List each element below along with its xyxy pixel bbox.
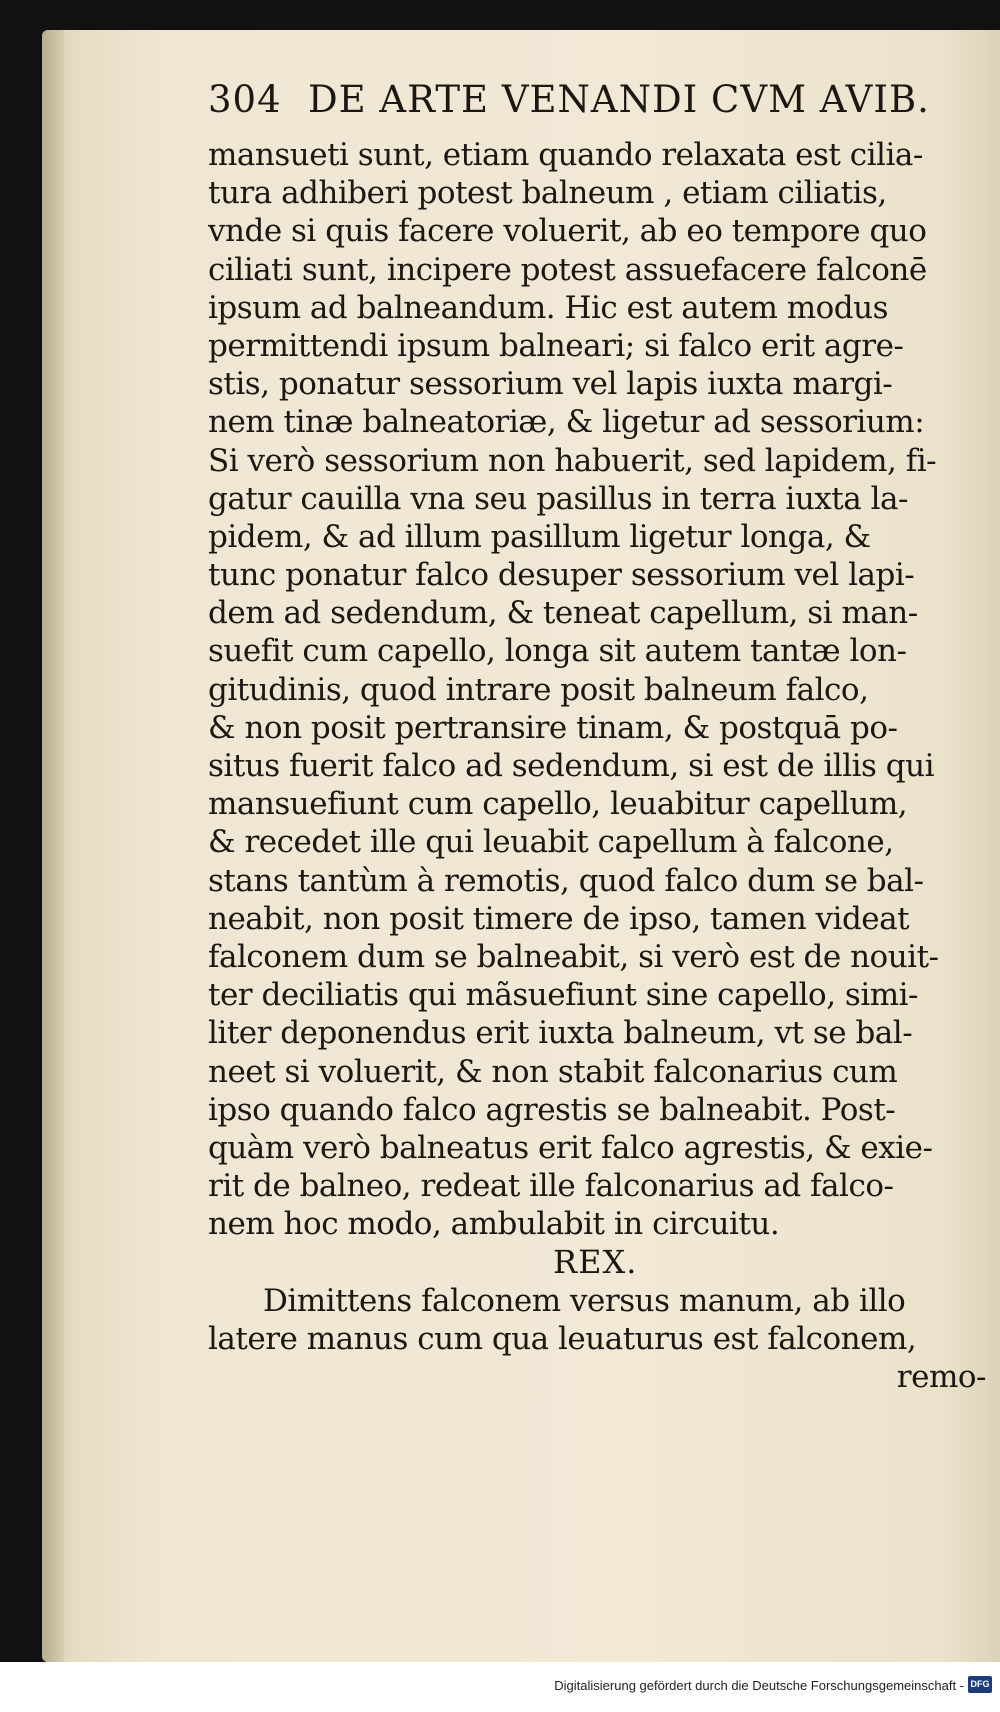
text-line: falconem dum se balneabit, si verò est de nouit- bbox=[208, 938, 939, 975]
text-block bbox=[208, 78, 988, 1396]
text-line: dem ad sedendum, & teneat capellum, si man- bbox=[208, 595, 918, 632]
text-line: suefit cum capello, longa sit autem tantæ lon- bbox=[208, 633, 907, 670]
text-line: stans tantùm à remotis, quod falco dum se bal- bbox=[208, 862, 924, 899]
text-line: ciliati sunt, incipere potest assuefacere falconē bbox=[208, 251, 927, 288]
dfg-logo: DFG bbox=[968, 1676, 992, 1693]
text-line: tura adhiberi potest balneum , etiam ciliatis, bbox=[208, 175, 887, 212]
section-heading: REX. bbox=[553, 1243, 638, 1282]
text-line: vnde si quis facere voluerit, ab eo tempore quo bbox=[208, 213, 927, 250]
running-title: DE ARTE VENANDI CVM AVIB. bbox=[308, 78, 930, 121]
text-line: nem tinæ balneatoriæ, & ligetur ad sessorium: bbox=[208, 404, 925, 441]
text-line: neabit, non posit timere de ipso, tamen videat bbox=[208, 900, 910, 937]
text-line: tunc ponatur falco desuper sessorium vel lapi- bbox=[208, 557, 915, 594]
text-line: neet si voluerit, & non stabit falconarius cum bbox=[208, 1053, 898, 1090]
text-line: gatur cauilla vna seu pasillus in terra iuxta la- bbox=[208, 480, 908, 517]
funding-credit: Digitalisierung gefördert durch die Deutsche Forschungsgemeinschaft - bbox=[554, 1678, 964, 1693]
text-line: & recedet ille qui leuabit capellum à falcone, bbox=[208, 824, 894, 861]
body-text bbox=[208, 136, 988, 1396]
text-line: quàm verò balneatus erit falco agrestis, & exie- bbox=[208, 1129, 933, 1166]
text-line: liter deponendus erit iuxta balneum, vt se bal- bbox=[208, 1015, 913, 1052]
text-line: situs fuerit falco ad sedendum, si est de illis qui bbox=[208, 748, 935, 784]
text-line: pidem, & ad illum pasillum ligetur longa, & bbox=[208, 518, 871, 555]
page-gutter-edge bbox=[42, 30, 64, 1662]
text-line: ter deciliatis qui mãsuefiunt sine capello, simi- bbox=[208, 977, 919, 1014]
text-line: ipsum ad balneandum. Hic est autem modus bbox=[208, 289, 888, 326]
text-line: rit de balneo, redeat ille falconarius ad falco- bbox=[208, 1168, 894, 1205]
text-line: mansueti sunt, etiam quando relaxata est cilia- bbox=[208, 137, 923, 173]
text-line: ipso quando falco agrestis se balneabit. Post- bbox=[208, 1091, 896, 1128]
text-line: & non posit pertransire tinam, & postquā po- bbox=[208, 709, 898, 746]
digitization-footer bbox=[0, 1662, 1000, 1712]
text-line: mansuefiunt cum capello, leuabitur capellum, bbox=[208, 786, 908, 823]
text-line: stis, ponatur sessorium vel lapis iuxta margi- bbox=[208, 366, 893, 403]
page-number: 304 bbox=[208, 78, 282, 121]
catchword: remo- bbox=[896, 1359, 986, 1395]
text-line: latere manus cum qua leuaturus est falconem, bbox=[208, 1320, 917, 1357]
text-line: gitudinis, quod intrare posit balneum falco, bbox=[208, 671, 869, 708]
text-line: Dimittens falconem versus manum, ab illo bbox=[263, 1282, 906, 1319]
text-line: nem hoc modo, ambulabit in circuitu. bbox=[208, 1206, 780, 1243]
text-line: permittendi ipsum balneari; si falco erit agre- bbox=[208, 327, 904, 364]
text-line: Si verò sessorium non habuerit, sed lapidem, fi- bbox=[208, 442, 937, 479]
running-head bbox=[208, 78, 988, 136]
